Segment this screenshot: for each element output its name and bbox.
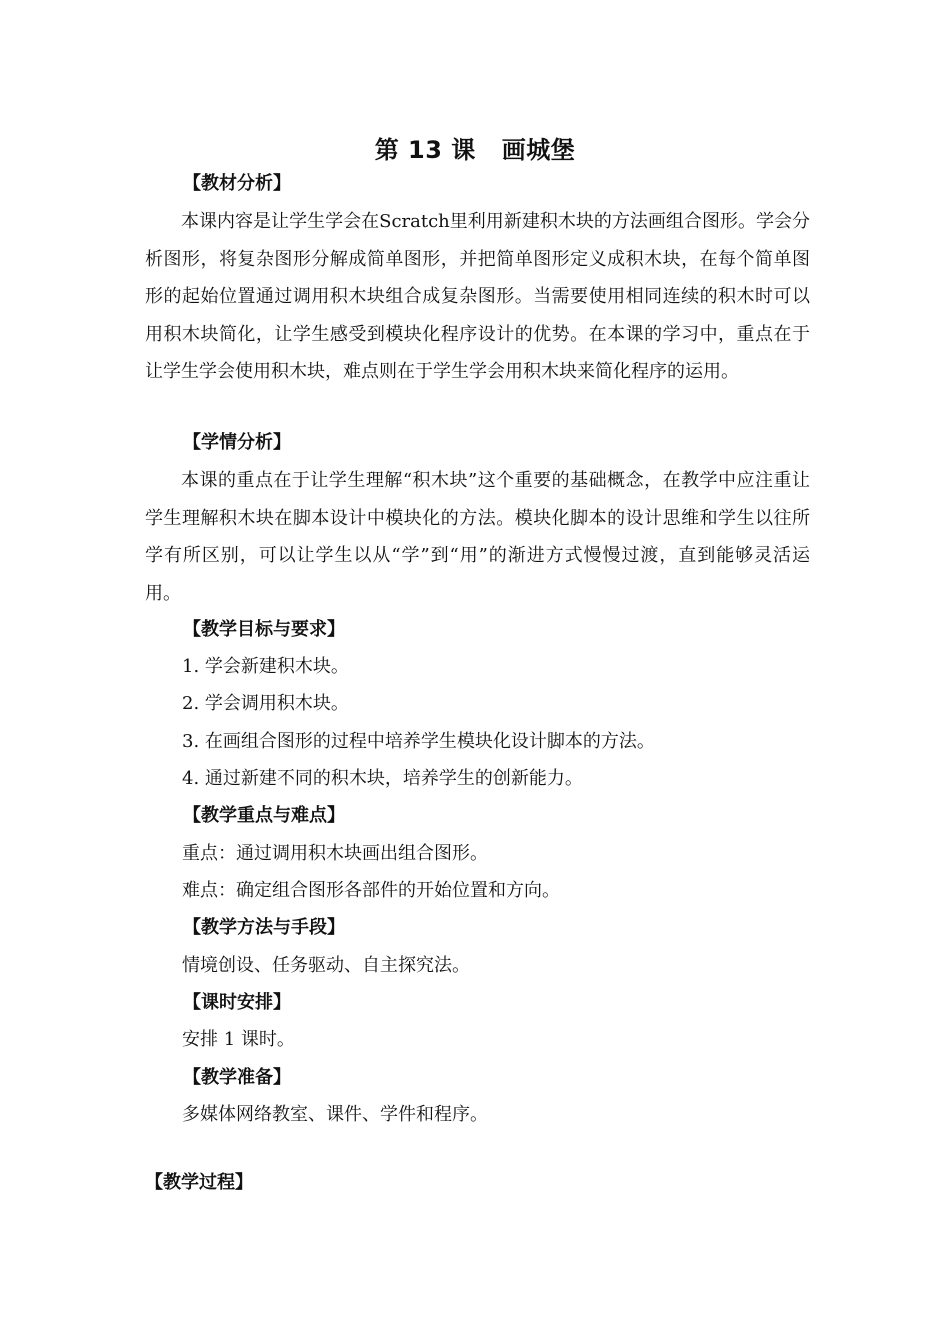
learner-analysis-text: 本课的重点在于让学生理解“积木块”这个重要的基础概念，在教学中应注重让学生理解积木块在脚本设计中模块化的方法。模块化脚本的设计思维和学生以往所学有所区别，可以让学生以从“学”到“用”的渐进方式慢慢过渡，直到能够灵活运用。 — [145, 470, 810, 604]
lesson-name: 画城堡 — [501, 136, 576, 165]
heading-preparation: 【教学准备】 — [183, 1067, 291, 1088]
material-analysis-text: 本课内容是让学生学会在Scratch里利用新建积木块的方法画组合图形。学会分析图形，将复杂图形分解成简单图形，并把简单图形定义成积木块，在每个简单图形的起始位置通过调用积木块组合成复杂图形。当需要使用相同连续的积木时可以用积木块简化，让学生感受到模块化程序设计的优势。在本课的学习中，重点在于让学生学会使用积木块，难点则在于学生学会用积木块来简化程序的运用。 — [145, 211, 810, 382]
heading-teaching-goals: 【教学目标与要求】 — [183, 619, 345, 640]
goal-item: 3. 在画组合图形的过程中培养学生模块化设计脚本的方法。 — [182, 731, 655, 752]
heading-material-analysis: 【教材分析】 — [183, 173, 291, 194]
heading-teaching-methods: 【教学方法与手段】 — [183, 917, 345, 938]
key-point-text: 重点：通过调用积木块画出组合图形。 — [182, 843, 488, 864]
teaching-methods-text: 情境创设、任务驱动、自主探究法。 — [182, 955, 470, 976]
goal-item: 4. 通过新建不同的积木块，培养学生的创新能力。 — [182, 768, 583, 789]
heading-teaching-process: 【教学过程】 — [145, 1172, 253, 1193]
page-title — [0, 130, 950, 170]
goal-item: 2. 学会调用积木块。 — [182, 693, 349, 714]
goal-item: 1. 学会新建积木块。 — [182, 656, 349, 677]
lesson-number: 第 13 课 — [374, 136, 476, 165]
schedule-text: 安排 1 课时。 — [182, 1029, 295, 1050]
preparation-text: 多媒体网络教室、课件、学件和程序。 — [182, 1104, 488, 1125]
difficult-point-text: 难点：确定组合图形各部件的开始位置和方向。 — [182, 880, 560, 901]
heading-key-points: 【教学重点与难点】 — [183, 805, 345, 826]
heading-schedule: 【课时安排】 — [183, 992, 291, 1013]
heading-learner-analysis: 【学情分析】 — [183, 432, 291, 453]
